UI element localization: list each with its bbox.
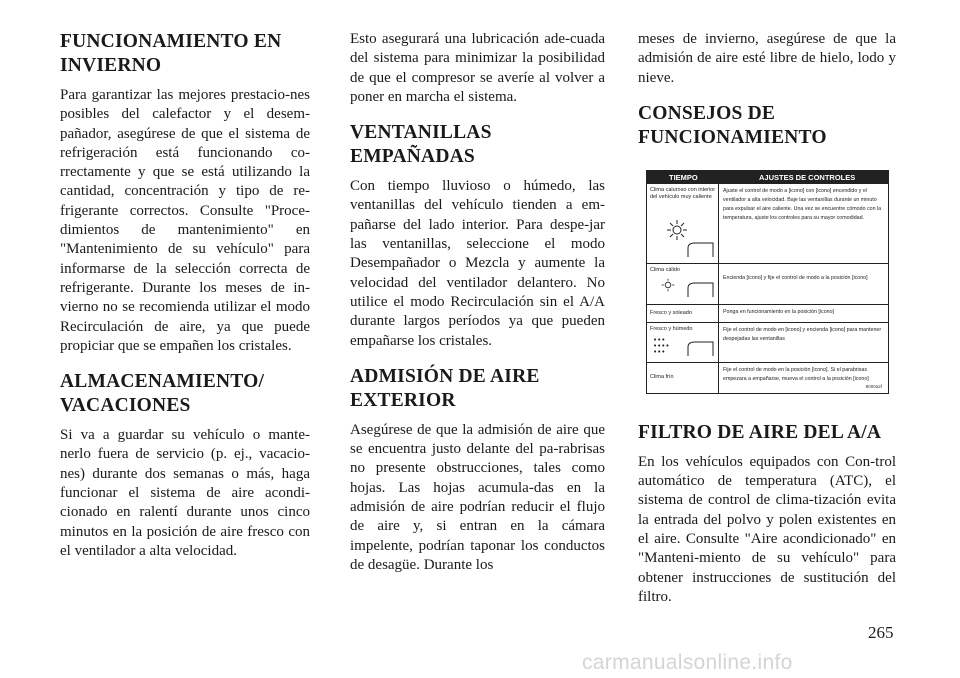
car-window-icon [687,242,715,258]
raindrops-icon: ••• •••• ••• [653,335,670,356]
row-condition: Fresco y húmedo [650,325,693,332]
paragraph-filtro: En los vehículos equipados con Con-trol automático de temperatura (ATC), el sistema de control de clima-tización evita la entrada del polvo y polen existentes en el aire. Consulte "Aire acondicionado" en "Manteni-miento de su vehículo" para obtener instrucciones de sustitución del filtro. [638,453,896,605]
table-row [647,304,888,323]
page-number: 265 [868,623,894,642]
row-action: Encienda [icono] y fije el control de modo a la posición [icono] [723,274,868,281]
table-row [647,184,888,263]
table-header [647,171,888,184]
car-window-icon [687,341,715,357]
row-action: Fije el control de modo en [icono] y encienda [icono] para mantener despejadas las ventanillas [723,326,882,342]
paragraph-invierno: Para garantizar las mejores prestacio-nes posibles del calefactor y el desem-pañador, asegúrese de que el sistema de refrigeración está funcionando co-rrectamente y que se está utilizando la cantidad, concentración y tipo de re-frigerante correctos. Consulte "Proce-dimientos de mantenimiento" en "Mantenimiento de su vehículo" para informarse de la selección correcta de refrigerante. Durante los meses de in-vierno no se recomienda utilizar el modo Recirculación de aire, ya que puede propiciar que se empañen los cristales. [60,87,310,354]
figure-code: 8000a2f [865,383,882,389]
paragraph-ventanillas: Con tiempo lluvioso o húmedo, las ventanillas del vehículo tienden a em-pañarse del lado interior. Para despe-jar las ventanillas, seleccione el modo Desempañador o Mezcla y aumente la velocidad del ventilador delantero. No utilice el modo Recirculación sin el A/A durante largos períodos ya que pueden empañarse los cristales. [350,178,605,349]
paragraph-invierno-admision: meses de invierno, asegúrese de que la admisión de aire esté libre de hielo, lodo y nieve. [638,31,896,86]
row-condition: Fresco y soleado [650,309,692,316]
header-tiempo: TIEMPO [669,172,698,182]
row-condition: Clima caluroso con interior del vehículo muy caliente [650,186,716,201]
row-action: Fije el control de modo en la posición [icono]. Si el parabrisas empezara a empañarse, mueva el control a la posición [icono] [723,366,869,382]
row-condition: Clima frío [650,373,674,380]
heading-ventanillas-empanadas: VENTANILLAS EMPAÑADAS [350,122,492,168]
operating-tips-table [638,170,896,407]
header-ajustes: AJUSTES DE CONTROLES [759,172,856,182]
watermark: carmanualsonline.info [582,651,793,674]
row-condition: Clima cálido [650,266,680,273]
column-3 [638,30,896,615]
column-2 [350,30,605,583]
table-row [647,322,888,363]
sun-icon [661,278,675,292]
heading-almacenamiento: ALMACENAMIENTO/ VACACIONES [60,371,265,417]
table-frame [646,170,889,394]
column-1 [60,30,310,569]
car-window-icon [687,282,715,298]
row-action: Ajuste el control de modo a [icono] con [icono] encendido y el ventilador a alta velocidad. Baje las ventanillas durante un minuto para expulsar el aire caliente. Una vez se encuentre cómodo con la temperatura, ajuste los controles para su mayor comodidad. [723,187,882,221]
row-action: Ponga en funcionamiento en la posición [icono] [723,308,835,315]
paragraph-almacenamiento: Si va a guardar su vehículo o mante-nerlo fuera de servicio (p. ej., vacacio-nes) durante dos semanas o más, haga funcionar el sistema de aire acondi-cionado en ralentí durante unos cinco minutos en la posición de aire fresco con el ventilador a alta velocidad. [60,427,310,559]
paragraph-lubricacion: Esto asegurará una lubricación ade-cuada del sistema para minimizar la posibilidad de que el compresor se averíe al volver a poner en marcha el sistema. [350,31,605,105]
heading-funcionamiento-invierno: FUNCIONAMIENTO EN INVIERNO [60,31,282,76]
heading-admision-aire: ADMISIÓN DE AIRE EXTERIOR [350,365,540,411]
table-row [647,263,888,305]
heading-filtro-aire: FILTRO DE AIRE DEL A/A [638,421,882,443]
sun-icon [667,220,687,240]
paragraph-admision: Asegúrese de que la admisión de aire que se encuentra justo delante del pa-rabrisas no presente obstrucciones, tales como hojas. Las hojas acumula-das en la admisión de aire podrían reducir el flujo de aire y, si entran en la cámara impelente, podrían taponar los conductos de desagüe. Durante los [350,421,605,573]
table-row [647,362,888,394]
heading-consejos: CONSEJOS DE FUNCIONAMIENTO [638,102,827,148]
